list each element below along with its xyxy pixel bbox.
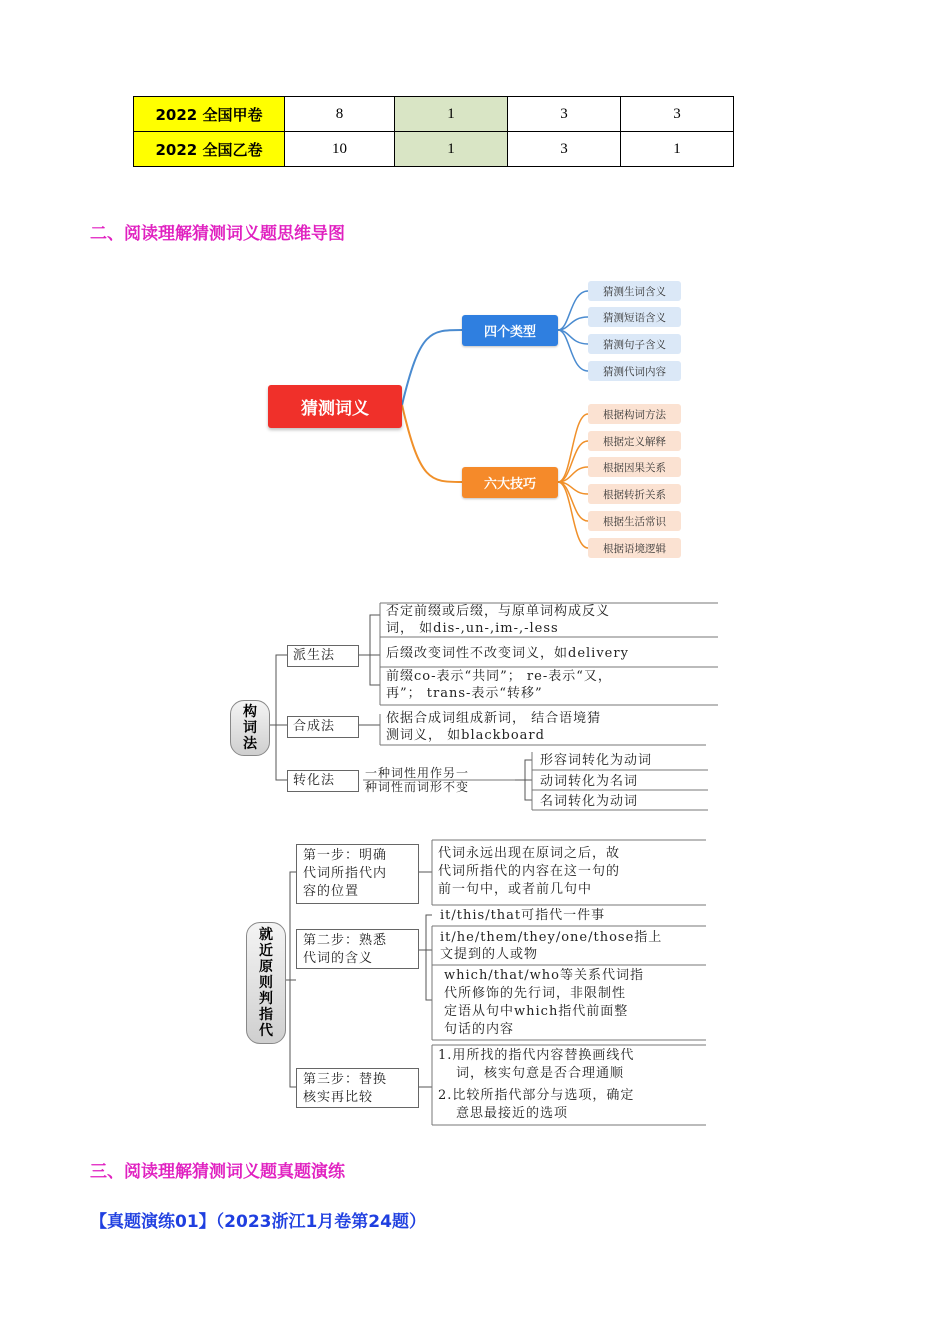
- step2-item: which/that/who等关系代词指: [444, 968, 644, 983]
- step3-desc: 词，核实句意是否合理通顺: [456, 1066, 625, 1081]
- step2-item: 代所修饰的先行词，非限制性: [444, 986, 627, 1001]
- derivation-item: 后缀改变词性不改变词义，如delivery: [386, 646, 629, 661]
- step3-desc: 2.比较所指代部分与选项，确定: [438, 1088, 635, 1103]
- mindmap-branch-skills: 六大技巧: [462, 467, 558, 498]
- step2-box: [296, 929, 419, 969]
- conversion-label: 转化法: [293, 773, 336, 788]
- root-char: 构: [243, 704, 257, 720]
- step2-item: it/this/that可指代一件事: [440, 908, 606, 923]
- mindmap-leaf: 根据语境逻辑: [588, 538, 681, 558]
- derivation-label: 派生法: [293, 648, 336, 663]
- mindmap-leaf: 猜测句子含义: [588, 334, 681, 354]
- step3-label: 核实再比较: [303, 1090, 374, 1105]
- step1-label: 第一步：明确: [303, 848, 388, 863]
- exercise-title: 【真题演练01】（2023浙江1月卷第24题）: [90, 1212, 426, 1232]
- mindmap-root: 猜测词义: [268, 385, 402, 428]
- root-char: 判: [259, 991, 273, 1007]
- step2-item: it/he/them/they/one/those指上: [440, 930, 663, 945]
- mindmap-leaf: 猜测短语含义: [588, 307, 681, 327]
- section2-heading: 二、阅读理解猜测词义题思维导图: [90, 224, 345, 244]
- section3-heading: 三、阅读理解猜测词义题真题演练: [90, 1162, 345, 1182]
- mindmap-branch-types: 四个类型: [462, 315, 558, 346]
- table-cell: 8: [285, 97, 395, 132]
- table-cell: 2022 全国甲卷: [134, 97, 285, 132]
- root-char: 近: [259, 943, 273, 959]
- conversion-item: 名词转化为动词: [540, 794, 639, 809]
- conversion-item: 动词转化为名词: [540, 774, 639, 789]
- table-cell: 1: [395, 132, 508, 167]
- step3-desc: 1.用所找的指代内容替换画线代: [438, 1048, 635, 1063]
- derivation-item: 否定前缀或后缀，与原单词构成反义: [386, 604, 611, 619]
- step3-box: [296, 1068, 419, 1108]
- mindmap-leaf: 根据转折关系: [588, 484, 681, 504]
- derivation-item: 再”； trans-表示“转移”: [386, 686, 543, 701]
- conversion-note: 种词性而词形不变: [365, 780, 470, 794]
- conversion-box: [287, 770, 359, 792]
- root-char: 代: [259, 1023, 273, 1039]
- word-formation-root: [230, 700, 270, 756]
- mindmap-leaf: 根据因果关系: [588, 457, 681, 477]
- table-cell: 1: [621, 132, 734, 167]
- compound-desc: 依据合成词组成新词， 结合语境猜: [386, 711, 602, 726]
- compound-box: [287, 716, 359, 738]
- step1-label: 代词所指代内: [303, 866, 388, 881]
- step1-label: 容的位置: [303, 884, 360, 899]
- compound-label: 合成法: [293, 719, 336, 734]
- step2-item: 文提到的人或物: [440, 947, 539, 962]
- mindmap-leaf: 根据定义解释: [588, 431, 681, 451]
- mindmap-leaf: 根据构词方法: [588, 404, 681, 424]
- step2-label: 第二步：熟悉: [303, 933, 388, 948]
- root-char: 则: [259, 975, 273, 991]
- step3-label: 第三步：替换: [303, 1072, 388, 1087]
- step3-desc: 意思最接近的选项: [456, 1106, 569, 1121]
- table-cell: 3: [621, 97, 734, 132]
- mindmap-leaf: 根据生活常识: [588, 511, 681, 531]
- root-char: 指: [259, 1007, 273, 1023]
- step1-desc: 前一句中，或者前几句中: [438, 882, 593, 897]
- root-char: 词: [243, 720, 257, 736]
- mindmap-leaf: 猜测生词含义: [588, 281, 681, 301]
- table-cell: 10: [285, 132, 395, 167]
- pronoun-rule-root: [246, 922, 286, 1044]
- mindmap-connectors: [0, 0, 950, 600]
- compound-desc: 测词义， 如blackboard: [386, 728, 545, 743]
- derivation-item: 前缀co-表示“共同”； re-表示“又，: [386, 669, 612, 684]
- step2-item: 定语从句中which指代前面整: [444, 1004, 629, 1019]
- mindmap-leaf: 猜测代词内容: [588, 361, 681, 381]
- table-cell: 2022 全国乙卷: [134, 132, 285, 167]
- conversion-item: 形容词转化为动词: [540, 753, 653, 768]
- table-cell: 3: [508, 132, 621, 167]
- step1-desc: 代词所指代的内容在这一句的: [438, 864, 621, 879]
- step1-box: [296, 844, 419, 904]
- table-cell: 1: [395, 97, 508, 132]
- derivation-box: [287, 645, 359, 667]
- step1-desc: 代词永远出现在原词之后，故: [438, 846, 621, 861]
- step2-item: 句话的内容: [444, 1022, 515, 1037]
- derivation-item: 词， 如dis-,un-,im-,-less: [386, 621, 559, 636]
- table-cell: 3: [508, 97, 621, 132]
- root-char: 原: [259, 959, 273, 975]
- conversion-note: 一种词性用作另一: [365, 766, 470, 780]
- root-char: 法: [243, 736, 257, 752]
- root-char: 就: [259, 927, 273, 943]
- step2-label: 代词的含义: [303, 951, 374, 966]
